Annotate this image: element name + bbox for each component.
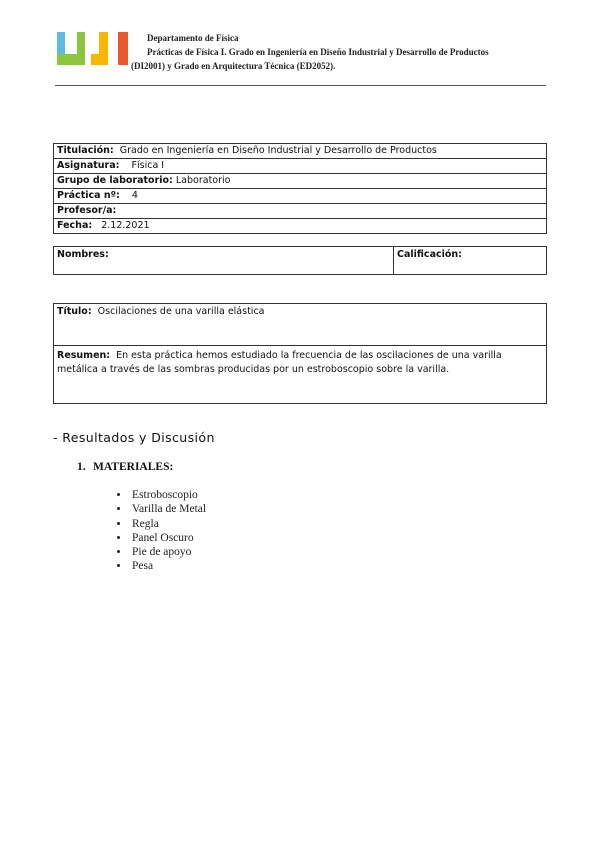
- titulacion-value: Grado en Ingeniería en Diseño Industrial y Desarrollo de Productos: [119, 145, 437, 156]
- row-grupo: [54, 174, 547, 189]
- department-name: Departamento de Física: [147, 33, 239, 43]
- titulo-value: Oscilaciones de una varilla elástica: [97, 306, 265, 317]
- header-divider: [55, 85, 546, 86]
- titulo-cell: [54, 304, 546, 346]
- course-rest: Grado en Ingeniería en Diseño Industrial y Desarrollo de Productos: [226, 47, 489, 57]
- logo-letter-j: [91, 32, 108, 65]
- row-asignatura: [54, 159, 547, 174]
- grupo-label: Grupo de laboratorio:: [57, 175, 173, 186]
- materials-list: [98, 488, 206, 574]
- resumen-text: En esta práctica hemos estudiado la frecuencia de las oscilaciones de una varilla metálica a través de las sombras producidas por un estroboscopio sobre la varilla.: [57, 350, 502, 375]
- title-summary-box: [53, 303, 547, 404]
- list-item: • Pie de apoyo: [130, 545, 206, 559]
- logo-letter-u: [57, 32, 85, 65]
- course-bold: Prácticas de Física I.: [147, 47, 227, 57]
- row-practica: [54, 189, 547, 204]
- calificacion-label: Calificación:: [397, 249, 462, 260]
- resumen-cell: [54, 346, 546, 380]
- list-item: • Estroboscopio: [130, 488, 206, 502]
- course-line-2: (DI2001) y Grado en Arquitectura Técnica (ED2052).: [131, 61, 336, 71]
- titulacion-label: Titulación:: [57, 145, 114, 156]
- practica-label: Práctica nº:: [57, 190, 120, 201]
- list-item: • Regla: [130, 517, 206, 531]
- row-fecha: [54, 219, 547, 234]
- uji-logo: [57, 32, 129, 65]
- subsection-heading: [77, 461, 173, 473]
- asignatura-label: Asignatura:: [57, 160, 120, 171]
- list-item: • Panel Oscuro: [130, 531, 206, 545]
- names-grade-box: [53, 246, 547, 275]
- list-item: • Pesa: [130, 559, 206, 573]
- grupo-value: Laboratorio: [175, 175, 231, 186]
- fecha-label: Fecha:: [57, 220, 93, 231]
- fecha-value: 2.12.2021: [101, 220, 150, 231]
- titulo-label: Título:: [57, 306, 92, 317]
- info-table: [53, 143, 547, 234]
- document-header: [131, 31, 546, 73]
- profesor-label: Profesor/a:: [57, 205, 117, 216]
- subsection-number: 1.: [77, 461, 86, 473]
- nombres-label: Nombres:: [54, 247, 394, 274]
- course-line: [131, 45, 546, 59]
- row-profesor: [54, 204, 547, 219]
- practica-value: 4: [131, 190, 138, 201]
- resumen-label: Resumen:: [57, 350, 111, 361]
- subsection-title: MATERIALES:: [93, 461, 174, 473]
- list-item: • Varilla de Metal: [130, 502, 206, 516]
- section-heading: - Resultados y Discusión: [53, 430, 215, 445]
- asignatura-value: Física I: [131, 160, 165, 171]
- row-titulacion: [54, 144, 547, 159]
- logo-letter-i: [118, 32, 128, 65]
